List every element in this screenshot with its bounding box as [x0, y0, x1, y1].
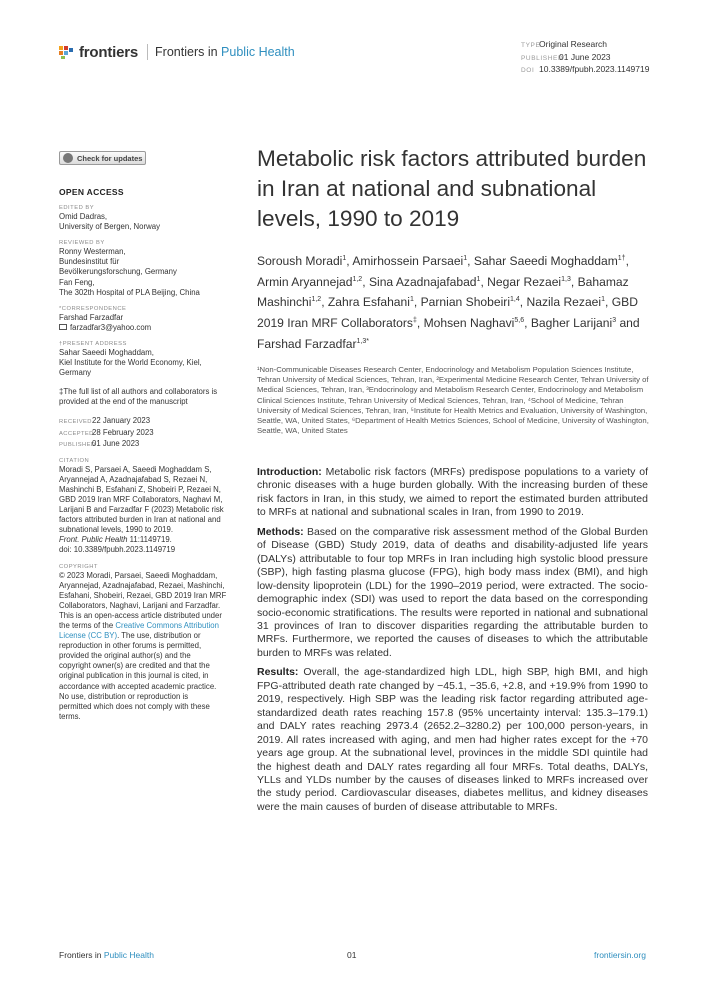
author-name[interactable]: Amirhossein Parsaei: [352, 254, 464, 269]
reviewed-by: Ronny Westerman, Bundesinstitut für Bevölkerungsforschung, Germany Fan Feng, The 302th Hospital of PLA Beijing, China: [59, 247, 200, 297]
author-affiliation-marker: 5,6: [514, 316, 525, 324]
article-dates: RECEIVED22 January 2023 ACCEPTED28 February 2023 PUBLISHED01 June 2023: [59, 416, 154, 448]
abstract-introduction: Introduction: Metabolic risk factors (MRFs) predispose populations to a variety of chronic diseases with a huge burden globally. With the increasing burden of these risk factors in Iran, in this study, we aimed to report the estimated burden attributed to MRFs at national and subnational scales in Iran, from 1990 to 2019.: [257, 466, 648, 519]
author-affiliation-marker: 1: [476, 275, 481, 283]
author-name[interactable]: Mohsen Naghavi: [423, 315, 515, 330]
journal-name: Frontiers in Public Health: [155, 45, 295, 59]
footer-site-link[interactable]: frontiersin.org: [594, 950, 646, 960]
author-affiliation-marker: 3: [612, 316, 617, 324]
published-date: 01 June 2023: [559, 51, 611, 62]
author-name[interactable]: Soroush Moradi: [257, 254, 343, 269]
author-affiliation-marker: 1: [463, 255, 468, 262]
author-affiliation-marker: 1: [601, 296, 606, 304]
author-name[interactable]: Bagher Larijani: [530, 315, 613, 330]
author-affiliation-marker: 1,2: [311, 296, 322, 304]
author-affiliation-marker: ‡: [412, 316, 417, 324]
article-meta: TYPEOriginal Research PUBLISHED01 June 2023 DOI 10.3389/fpubh.2023.1149719: [521, 39, 650, 74]
doi-link[interactable]: 10.3389/fpubh.2023.1149719: [539, 64, 650, 74]
open-access-label: OPEN ACCESS: [59, 187, 124, 197]
brand-wordmark: frontiers: [79, 43, 139, 61]
collaborators-note: ‡The full list of all authors and collaborators is provided at the end of the manuscript: [59, 387, 218, 407]
author-affiliation-marker: 1: [409, 296, 414, 304]
logo-divider: [147, 44, 148, 60]
correspondence-heading: *CORRESPONDENCE: [59, 305, 127, 312]
author-affiliation-marker: 1: [342, 255, 347, 262]
abstract-methods: Methods: Based on the comparative risk assessment method of the Global Burden of Disease (GBD) Study 2019, data of deaths and disability-adjusted life years (DALYs) attributable to four top MRFs in Iran including high systolic blood pressure (SBP), high fasting plasma glucose (FPG), high body mass index (BMI), and high low-density lipoprotein (LDL) for the 1990–2019 period, were extracted. The socio-demographic index (SDI) was used to report the data based on the corresponding socio-economic stratifications. The results were reported in national and subnational 31 provinces of Iran to discover disparities regarding the attributable burden to MRFs. Furthermore, we reported the causes of diseases to which the attributable burden to MRFs was related.: [257, 525, 648, 659]
author-name[interactable]: Parnian Shobeiri: [420, 295, 511, 310]
author-list: Soroush Moradi$^1$, Amirhossein Parsaei$^1$, Sahar Saeedi Moghaddam$^{1\dagger}$, Armin Aryannejad$^{1,2}$, Sina Azadnajafabad$^1$, Negar Rezaei$^{1,3}$, Bahamaz Mashinchi$^{1,2}$, Zahra Esfahani$^1$, Parnian Shobeiri$^{1,4}$, Nazila Rezaei$^1$, GBD 2019 Iran MRF Collaborators‡, Mohsen Naghavi$^{5,6}$, Bagher Larijani$^3$ and Farshad Farzadfar$^{1,3*}$: [257, 254, 640, 351]
abstract-results: Results: Overall, the age-standardized high LDL, high SBP, high BMI, and high FPG-attributed death rate changed by −45.1, −35.6, +2.8, and +19.9% from 1990 to 2019, respectively. High SBP was the leading risk factor regarding attributed age-standardized death rates reaching 157.8 (95% uncertainty interval: 135.3–179.1) and DALY rates reaching 2973.4 (2652.2–3280.2) per 100,000 person-years, in 2019. All rates increased with aging, and men had higher rates except for the +70 years age group. At the subnational level, provinces in the middle SDI quintile had the highest death and DALY rates regarding all four MRFs. Total deaths, DALYs, YLLs and YLDs number by the causes of diseases linked to MRFs increased over the study period. Cardiovascular diseases, diabetes mellitus, and kidney diseases were the main causes of burden of disease attributable to MRFs.: [257, 666, 648, 813]
published-date-sidebar: 01 June 2023: [92, 438, 140, 448]
present-address-heading: †PRESENT ADDRESS: [59, 340, 127, 347]
author-name[interactable]: Sahar Saeedi Moghaddam: [473, 254, 618, 269]
sidebar: [59, 187, 242, 722]
copyright-heading: COPYRIGHT: [59, 563, 98, 570]
author-name[interactable]: Bahamaz Mashinchi: [257, 274, 629, 310]
correspondence-email-link[interactable]: farzadfar3@yahoo.com: [70, 322, 152, 332]
footer-journal: Frontiers in Public Health: [59, 950, 154, 960]
affiliations: ¹Non-Communicable Diseases Research Center, Endocrinology and Metabolism Population Sciences Institute, Tehran University of Medical Sciences, Tehran, Iran, ²Experimental Medicine Research Center, Tehran University of Medical Sciences, Tehran, Iran, ³Endocrinology and Metabolism Research Center, Endocrinology and Metabolism Clinical Sciences Institute, Tehran University of Medical Sciences, Tehran, Iran, ⁴School of Medicine, Tehran University of Medical Sciences, Tehran, Iran, ⁵Institute for Health Metrics and Evaluation, University of Washington, Seattle, WA, United States, ⁶Department of Health Metrics Sciences, School of Medicine, University of Washington, Seattle, WA, United States: [257, 365, 649, 436]
check-for-updates-button[interactable]: Check for updates: [59, 151, 146, 165]
author-name[interactable]: Zahra Esfahani: [327, 295, 410, 310]
citation-heading: CITATION: [59, 457, 90, 464]
license-link[interactable]: Creative Commons Attribution: [115, 621, 219, 630]
correspondence: Farshad Farzadfar farzadfar3@yahoo.com: [59, 312, 152, 332]
received-date: 22 January 2023: [92, 416, 151, 426]
edited-by-heading: EDITED BY: [59, 205, 95, 212]
copyright: © 2023 Moradi, Parsaei, Saeedi Moghaddam, Aryannejad, Azadnajafabad, Rezaei, Mashinchi, Esfahani, Shobeiri, Rezaei, GBD 2019 Iran MRF Collaborators, Naghavi, Larijani and Farzadfar. This is an open-access article distributed under the terms of the Creative Commons Attribution License (CC BY). The use, distribution or reproduction in other forums is permitted, provided the original author(s) and the copyright owner(s) are credited and that the original publication in this journal is cited, in accordance with accepted academic practice. No use, distribution or reproduction is permitted which does not comply with these terms.: [59, 570, 227, 721]
author-affiliation-marker: 1†: [617, 255, 626, 262]
author-affiliation-marker: 1,2: [352, 275, 363, 283]
author-name[interactable]: Negar Rezaei: [487, 274, 562, 289]
page-number: 01: [347, 950, 357, 960]
author-name[interactable]: GBD 2019 Iran MRF Collaborators: [257, 295, 638, 330]
author-name[interactable]: Nazila Rezaei: [526, 295, 602, 310]
author-affiliation-marker: 1,4: [510, 296, 520, 304]
frontiers-logo-icon: [58, 44, 74, 60]
author-affiliation-marker: 1,3*: [356, 337, 369, 345]
author-affiliation-marker: 1,3: [561, 275, 571, 283]
license-link-cont[interactable]: License (CC BY): [59, 631, 118, 641]
edited-by: Omid Dadras, University of Bergen, Norway: [59, 212, 160, 232]
citation-doi[interactable]: doi: 10.3389/fpubh.2023.1149719: [59, 545, 176, 555]
crossmark-icon: [63, 153, 73, 163]
email-icon: [59, 324, 67, 330]
present-address: Sahar Saeedi Moghaddam, Kiel Institute for the World Economy, Kiel, Germany: [59, 347, 202, 378]
accepted-date: 28 February 2023: [92, 427, 154, 437]
abstract: [257, 466, 648, 820]
author-name[interactable]: Armin Aryannejad: [257, 274, 353, 289]
author-name[interactable]: Farshad Farzadfar: [257, 336, 357, 351]
author-name[interactable]: Sina Azadnajafabad: [368, 274, 477, 289]
article-type: Original Research: [539, 39, 608, 49]
article-title: Metabolic risk factors attributed burden in Iran at national and subnational levels, 1990 to 2019: [257, 146, 647, 231]
reviewed-by-heading: REVIEWED BY: [59, 240, 105, 247]
journal-logo: [58, 43, 295, 61]
citation: Moradi S, Parsaei A, Saeedi Moghaddam S, Aryannejad A, Azadnajafabad S, Rezaei N, Mashinchi B, Esfahani Z, Shobeiri P, Rezaei N, GBD 2019 Iran MRF Collaborators, Naghavi M, Larijani B and Farzadfar F (2023) Metabolic risk factors attributed burden in Iran at national and subnational levels, 1990 to 2019. Front. Public Health 11:1149719. doi: 10.3389/fpubh.2023.1149719: [59, 465, 242, 556]
